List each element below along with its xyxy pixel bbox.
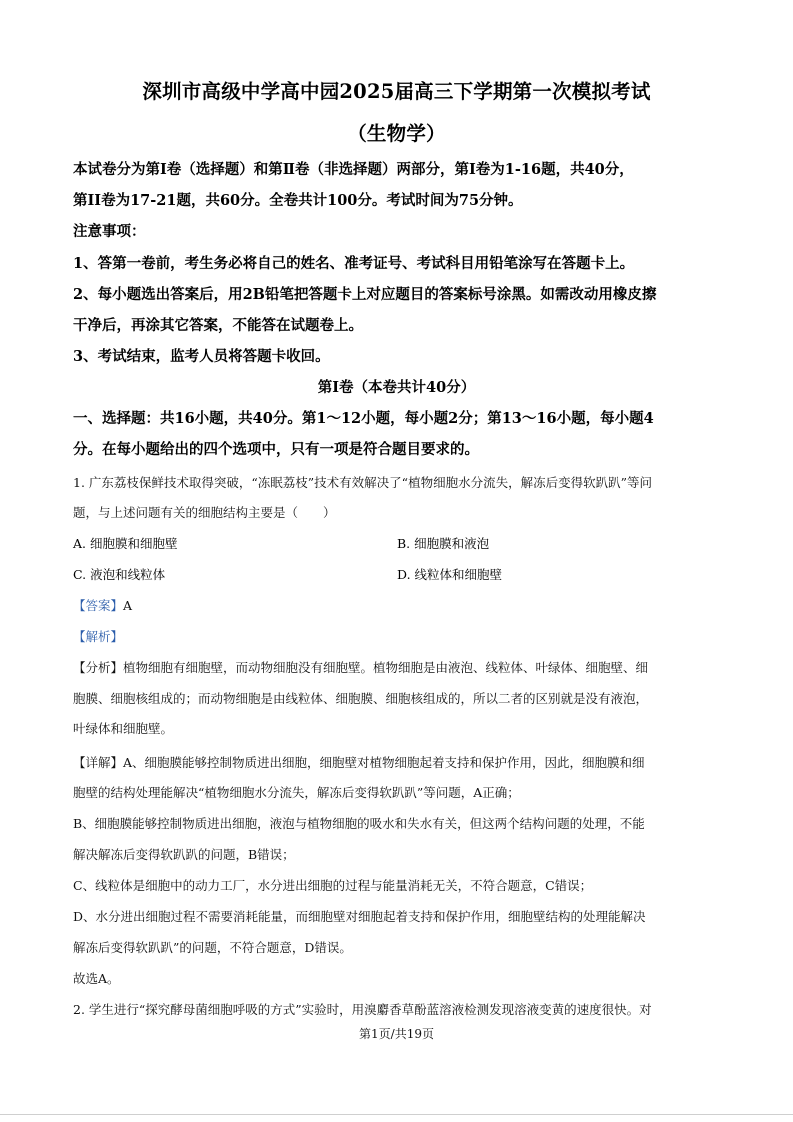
explanation-line-10: 解冻后变得软趴趴”的问题，不符合题意，D错误。: [73, 940, 352, 955]
bottom-divider: [0, 1114, 793, 1115]
explanation-line-6: B、细胞膜能够控制物质进出细胞，液泡与植物细胞的吸水和失水有关，但这两个结构问题的处理，不能: [73, 816, 645, 831]
explanation-line-3: 叶绿体和细胞壁。: [73, 721, 174, 736]
question1-stem-2: 题，与上述问题有关的细胞结构主要是（ ）: [73, 505, 336, 520]
question1-option-d: D. 线粒体和细胞壁: [397, 567, 503, 582]
explanation-line-1: 【分析】植物细胞有细胞壁，而动物细胞没有细胞壁。植物细胞是由液泡、线粒体、叶绿体、细胞壁、细: [73, 660, 649, 675]
explanation-line-7: 解决解冻后变得软趴趴的问题，B错误；: [73, 847, 295, 862]
answer-value: A: [123, 598, 133, 613]
explanation-line-9: D、水分进出细胞过程不需要消耗能量，而细胞壁对细胞起着支持和保护作用，细胞壁结构的处理能解决: [73, 909, 646, 924]
explanation-line-8: C、线粒体是细胞中的动力工厂，水分进出细胞的过程与能量消耗无关，不符合题意，C错误；: [73, 878, 593, 893]
section-heading: 第Ⅰ卷（本卷共计40分）: [317, 379, 476, 396]
exam-subject: （生物学）: [347, 122, 446, 145]
question2-stem: 2. 学生进行“探究酵母菌细胞呼吸的方式”实验时，用溴麝香草酚蓝溶液检测发现溶液变黄的速度很快。对: [73, 1002, 652, 1017]
intro-line-2: 第II卷为17-21题，共60分。全卷共计100分。考试时间为75分钟。: [73, 192, 523, 209]
intro-line-1: 本试卷分为第Ⅰ卷（选择题）和第Ⅱ卷（非选择题）两部分，第Ⅰ卷为1-16题，共40分，: [73, 161, 634, 178]
exam-title: 深圳市高级中学高中园2025届高三下学期第一次模拟考试: [142, 80, 651, 103]
section-instructions-1: 一、选择题：共16小题，共40分。第1～12小题，每小题2分；第13～16小题，每小题4: [73, 410, 654, 427]
question1-stem-1: 1. 广东荔枝保鲜技术取得突破，“冻眠荔枝”技术有效解决了“植物细胞水分流失，解冻后变得软趴趴”等问: [73, 475, 652, 490]
question1-option-a: A. 细胞膜和细胞壁: [73, 536, 178, 551]
notice-item-1: 1、答第一卷前，考生务必将自己的姓名、准考证号、考试科目用铅笔涂写在答题卡上。: [73, 255, 635, 272]
explanation-line-4: 【详解】A、细胞膜能够控制物质进出细胞，细胞壁对植物细胞起着支持和保护作用，因此，细胞膜和细: [73, 755, 645, 770]
explanation-line-11: 故选A。: [73, 971, 120, 986]
analysis-tag: 【解析】: [73, 629, 124, 644]
explanation-line-5: 胞壁的结构处理能解决“植物细胞水分流失，解冻后变得软趴趴”等问题，A正确；: [73, 785, 520, 800]
notice-item-2: 2、每小题选出答案后，用2B铅笔把答题卡上对应题目的答案标号涂黑。如需改动用橡皮擦: [73, 286, 657, 303]
section-instructions-2: 分。在每小题给出的四个选项中，只有一项是符合题目要求的。: [73, 441, 479, 458]
answer-tag: 【答案】: [73, 598, 124, 613]
notice-heading: 注意事项：: [73, 223, 146, 240]
notice-item-3: 3、考试结束，监考人员将答题卡收回。: [73, 348, 330, 365]
page-number: 第1页/共19页: [359, 1027, 434, 1041]
explanation-line-2: 胞膜、细胞核组成的；而动物细胞是由线粒体、细胞膜、细胞核组成的，所以二者的区别就是没有液泡，: [73, 691, 649, 706]
question1-option-b: B. 细胞膜和液泡: [397, 536, 490, 551]
question1-answer: [73, 597, 733, 615]
question1-option-c: C. 液泡和线粒体: [73, 567, 166, 582]
notice-item-2-cont: 干净后，再涂其它答案，不能答在试题卷上。: [73, 317, 363, 334]
